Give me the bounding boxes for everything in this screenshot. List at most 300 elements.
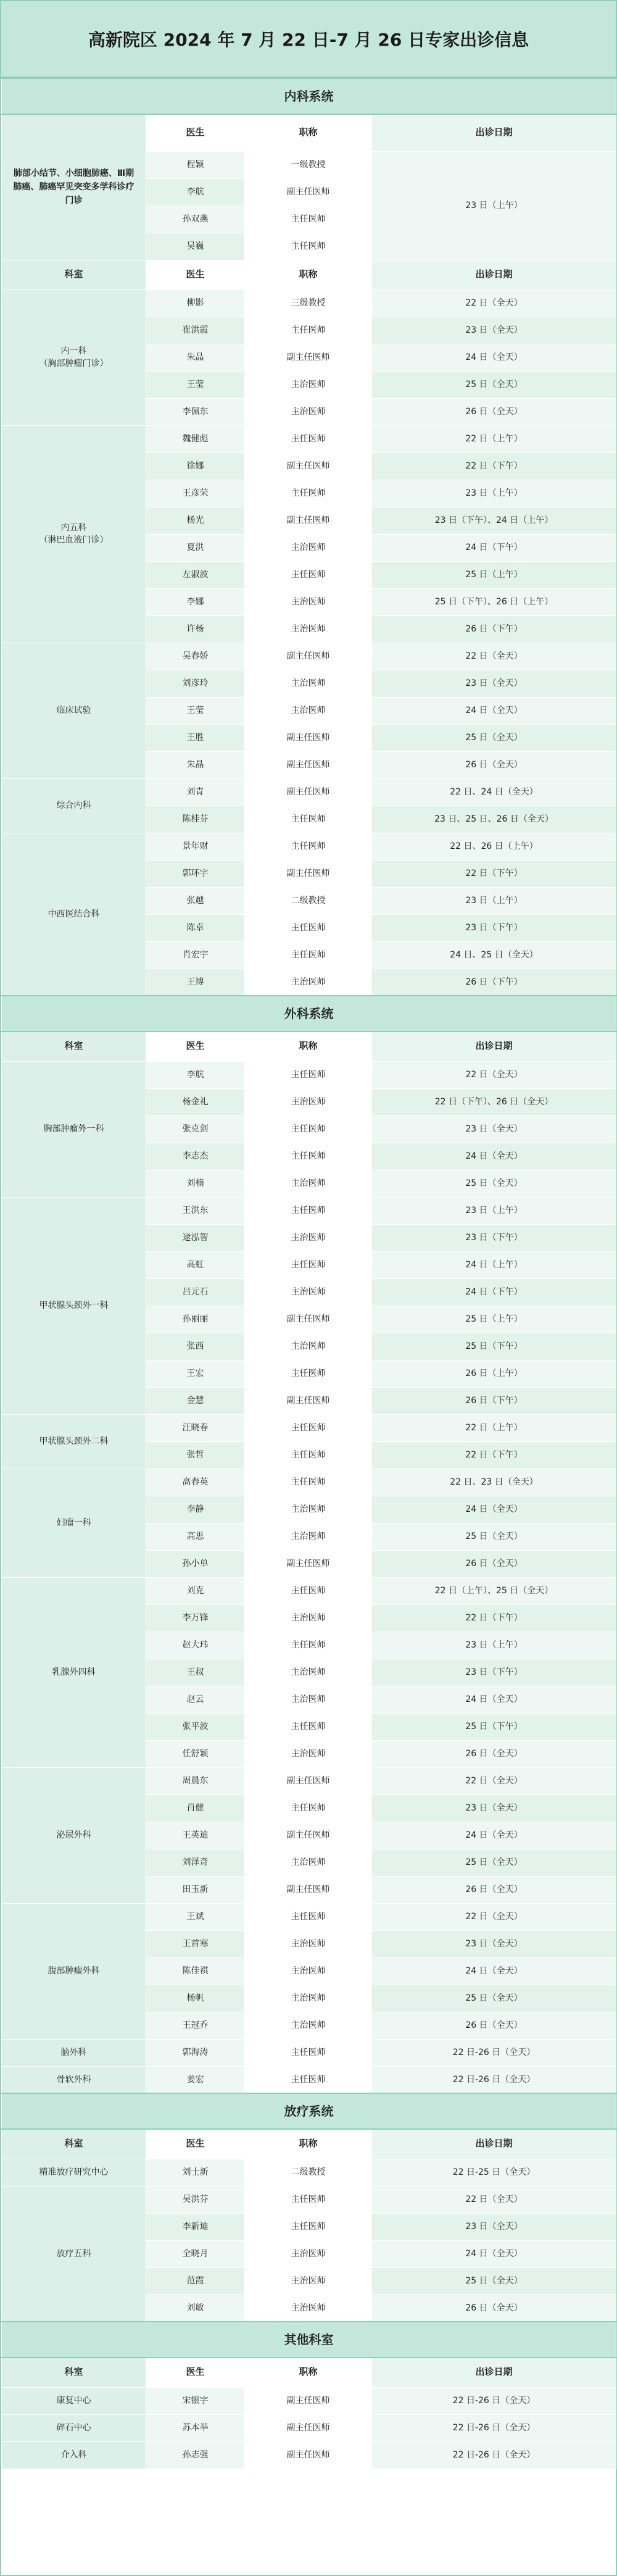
doctor-title: 主任医师 — [245, 833, 372, 860]
doctor-name: 赵云 — [146, 1686, 245, 1713]
doctor-title: 主任医师 — [245, 1441, 372, 1469]
schedule-table — [1, 78, 616, 2469]
doctor-name: 李志杰 — [146, 1143, 245, 1170]
department-cell: 临床试验 — [2, 643, 146, 778]
doctor-name: 徐娜 — [146, 452, 245, 480]
doctor-name: 刘青 — [146, 778, 245, 806]
doctor-name: 孙双燕 — [146, 206, 245, 233]
doctor-title: 主任医师 — [245, 941, 372, 969]
doctor-title: 主任医师 — [245, 1713, 372, 1740]
header-title: 职称 — [245, 2129, 372, 2159]
doctor-title: 副主任医师 — [245, 2441, 372, 2469]
department-cell: 综合内科 — [2, 778, 146, 833]
doctor-title: 主任医师 — [245, 2186, 372, 2213]
header-date: 出诊日期 — [372, 2129, 616, 2159]
doctor-name: 苏本举 — [146, 2414, 245, 2441]
clinic-date: 22 日（全天） — [372, 2186, 616, 2213]
clinic-date: 22 日（下午） — [372, 452, 616, 480]
doctor-name: 王莹 — [146, 371, 245, 398]
doctor-name: 王冠乔 — [146, 2012, 245, 2039]
header-date: 出诊日期 — [372, 1032, 616, 1061]
doctor-title: 副主任医师 — [245, 1387, 372, 1414]
doctor-title: 主任医师 — [245, 1251, 372, 1278]
doctor-title: 主任医师 — [245, 1794, 372, 1822]
section-title-row — [2, 2322, 616, 2357]
doctor-name: 李航 — [146, 1061, 245, 1088]
doctor-name: 高思 — [146, 1523, 245, 1550]
table-header-row — [2, 1032, 616, 1061]
doctor-title: 主任医师 — [245, 1632, 372, 1659]
doctor-title: 主任医师 — [245, 1115, 372, 1143]
doctor-title: 主治医师 — [245, 697, 372, 724]
clinic-date: 24 日（全天） — [372, 1957, 616, 1985]
header-dept: 科室 — [2, 2129, 146, 2159]
doctor-name: 孙志强 — [146, 2441, 245, 2469]
clinic-date: 26 日（全天） — [372, 2012, 616, 2039]
department-cell: 甲状腺头颈外二科 — [2, 1414, 146, 1469]
clinic-date: 25 日（全天） — [372, 1849, 616, 1876]
doctor-name: 高虹 — [146, 1251, 245, 1278]
doctor-title: 主治医师 — [245, 2240, 372, 2267]
clinic-date: 25 日（全天） — [372, 1170, 616, 1197]
section-title-row — [2, 2093, 616, 2129]
clinic-date: 23 日（上午） — [372, 1632, 616, 1659]
section-title-row — [2, 996, 616, 1032]
doctor-title: 三级教授 — [245, 290, 372, 317]
department-cell: 肺部小结节、小细胞肺癌、Ⅲ期肺癌、肺癌罕见突变多学科诊疗门诊 — [2, 114, 146, 260]
doctor-title: 主任医师 — [245, 233, 372, 260]
clinic-date: 22 日（上午） — [372, 425, 616, 452]
doctor-name: 许杨 — [146, 615, 245, 643]
table-row — [2, 2066, 616, 2093]
table-row — [2, 1577, 616, 1604]
doctor-name: 王首寒 — [146, 1930, 245, 1957]
doctor-title: 副主任医师 — [245, 1306, 372, 1333]
clinic-date: 22 日（全天） — [372, 1061, 616, 1088]
doctor-name: 王胜 — [146, 724, 245, 751]
doctor-title: 主任医师 — [245, 480, 372, 507]
doctor-title: 二级教授 — [245, 2159, 372, 2186]
clinic-date: 26 日（全天） — [372, 751, 616, 778]
doctor-name: 杨金礼 — [146, 1088, 245, 1115]
doctor-title: 副主任医师 — [245, 1876, 372, 1903]
doctor-title: 副主任医师 — [245, 2387, 372, 2414]
clinic-date: 26 日（全天） — [372, 2295, 616, 2322]
clinic-date: 25 日（下午） — [372, 1333, 616, 1360]
clinic-date: 22 日-25 日（全天） — [372, 2159, 616, 2186]
section-title: 外科系统 — [2, 996, 616, 1032]
department-cell: 胸部肿瘤外一科 — [2, 1061, 146, 1197]
doctor-name: 周晨东 — [146, 1767, 245, 1794]
doctor-name: 张平波 — [146, 1713, 245, 1740]
doctor-title: 副主任医师 — [245, 724, 372, 751]
doctor-title: 主治医师 — [245, 1224, 372, 1251]
clinic-date: 24 日、25 日（全天） — [372, 941, 616, 969]
doctor-name: 张哲 — [146, 1441, 245, 1469]
section-title-row — [2, 78, 616, 114]
doctor-name: 夏洪 — [146, 534, 245, 561]
clinic-date: 23 日（全天） — [372, 2213, 616, 2240]
section-title: 其他科室 — [2, 2322, 616, 2357]
table-row — [2, 425, 616, 452]
doctor-name: 朱晶 — [146, 344, 245, 371]
doctor-title: 主任医师 — [245, 1577, 372, 1604]
clinic-date: 25 日（全天） — [372, 1523, 616, 1550]
table-header-row — [2, 2357, 616, 2387]
table-row — [2, 2186, 616, 2213]
doctor-name: 李静 — [146, 1496, 245, 1523]
doctor-title: 主治医师 — [245, 2267, 372, 2295]
doctor-name: 田玉新 — [146, 1876, 245, 1903]
header-date: 出诊日期 — [372, 114, 616, 151]
header-doctor: 医生 — [146, 114, 245, 151]
doctor-name: 程颖 — [146, 151, 245, 178]
clinic-date: 26 日（下午） — [372, 969, 616, 996]
header-date: 出诊日期 — [372, 2357, 616, 2387]
doctor-name: 刘克 — [146, 1577, 245, 1604]
department-cell: 乳腺外四科 — [2, 1577, 146, 1767]
doctor-title: 副主任医师 — [245, 344, 372, 371]
clinic-date: 23 日、25 日、26 日（全天） — [372, 806, 616, 833]
table-row — [2, 1197, 616, 1224]
clinic-date: 23 日（全天） — [372, 1930, 616, 1957]
doctor-name: 姜宏 — [146, 2066, 245, 2093]
clinic-date: 22 日（下午） — [372, 1441, 616, 1469]
doctor-title: 主任医师 — [245, 2213, 372, 2240]
clinic-date: 26 日（全天） — [372, 1876, 616, 1903]
clinic-date: 22 日（上午）、25 日（全天） — [372, 1577, 616, 1604]
doctor-title: 主治医师 — [245, 1985, 372, 2012]
clinic-date: 22 日-26 日（全天） — [372, 2441, 616, 2469]
doctor-title: 二级教授 — [245, 887, 372, 914]
clinic-date: 23 日（下午） — [372, 1224, 616, 1251]
doctor-title: 副主任医师 — [245, 2414, 372, 2441]
doctor-title: 副主任医师 — [245, 507, 372, 534]
doctor-name: 吴巍 — [146, 233, 245, 260]
section-title: 放疗系统 — [2, 2093, 616, 2129]
department-cell: 碎石中心 — [2, 2414, 146, 2441]
doctor-name: 李新迪 — [146, 2213, 245, 2240]
doctor-name: 王洪东 — [146, 1197, 245, 1224]
doctor-title: 主任医师 — [245, 914, 372, 941]
table-row — [2, 2039, 616, 2066]
doctor-name: 陈卓 — [146, 914, 245, 941]
doctor-name: 肖健 — [146, 1794, 245, 1822]
doctor-name: 任舒颖 — [146, 1740, 245, 1767]
clinic-date: 26 日（全天） — [372, 1550, 616, 1577]
page-title: 高新院区 2024 年 7 月 22 日-7 月 26 日专家出诊信息 — [1, 1, 616, 78]
doctor-name: 王莹 — [146, 697, 245, 724]
doctor-title: 主任医师 — [245, 206, 372, 233]
clinic-date: 22 日、24 日（全天） — [372, 778, 616, 806]
doctor-name: 宋银宇 — [146, 2387, 245, 2414]
table-row — [2, 1469, 616, 1496]
table-header-row — [2, 114, 616, 151]
doctor-title: 主治医师 — [245, 1930, 372, 1957]
doctor-name: 王斌 — [146, 1903, 245, 1930]
doctor-name: 王英迪 — [146, 1822, 245, 1849]
doctor-name: 吕元石 — [146, 1278, 245, 1306]
clinic-date: 22 日（下午） — [372, 860, 616, 887]
clinic-date: 24 日（全天） — [372, 344, 616, 371]
clinic-date: 26 日（下午） — [372, 615, 616, 643]
doctor-title: 主治医师 — [245, 1740, 372, 1767]
doctor-title: 主治医师 — [245, 1170, 372, 1197]
doctor-title: 主任医师 — [245, 1197, 372, 1224]
clinic-date: 22 日、26 日（上午） — [372, 833, 616, 860]
department-cell: 内五科 （淋巴血液门诊） — [2, 425, 146, 643]
doctor-name: 赵大玮 — [146, 1632, 245, 1659]
clinic-date: 23 日（下午） — [372, 914, 616, 941]
department-cell: 中西医结合科 — [2, 833, 146, 996]
clinic-date: 23 日（上午） — [372, 480, 616, 507]
doctor-name: 吴洪芬 — [146, 2186, 245, 2213]
doctor-title: 一级教授 — [245, 151, 372, 178]
clinic-date: 26 日（全天） — [372, 1740, 616, 1767]
clinic-date: 23 日（下午） — [372, 1659, 616, 1686]
doctor-name: 李航 — [146, 178, 245, 206]
doctor-title: 主任医师 — [245, 1061, 372, 1088]
doctor-name: 刘敏 — [146, 2295, 245, 2322]
department-cell: 内一科 （胸部肿瘤门诊） — [2, 290, 146, 425]
clinic-date: 23 日（全天） — [372, 317, 616, 344]
clinic-date: 24 日（全天） — [372, 1496, 616, 1523]
table-row — [2, 1414, 616, 1441]
doctor-title: 主治医师 — [245, 670, 372, 697]
clinic-date: 25 日（全天） — [372, 1985, 616, 2012]
doctor-title: 副主任医师 — [245, 452, 372, 480]
table-row — [2, 2441, 616, 2469]
doctor-name: 陈桂芬 — [146, 806, 245, 833]
doctor-name: 李娜 — [146, 588, 245, 615]
doctor-name: 范霞 — [146, 2267, 245, 2295]
doctor-name: 吴春娇 — [146, 643, 245, 670]
doctor-title: 主治医师 — [245, 2012, 372, 2039]
doctor-name: 刘楠 — [146, 1170, 245, 1197]
doctor-name: 郭海涛 — [146, 2039, 245, 2066]
clinic-date: 25 日（下午）、26 日（上午） — [372, 588, 616, 615]
doctor-name: 杨帆 — [146, 1985, 245, 2012]
department-cell: 脑外科 — [2, 2039, 146, 2066]
doctor-title: 主治医师 — [245, 1686, 372, 1713]
doctor-title: 副主任医师 — [245, 1822, 372, 1849]
doctor-title: 主任医师 — [245, 2039, 372, 2066]
clinic-date: 25 日（全天） — [372, 2267, 616, 2295]
doctor-title: 主治医师 — [245, 534, 372, 561]
doctor-name: 景年财 — [146, 833, 245, 860]
doctor-name: 朱晶 — [146, 751, 245, 778]
doctor-name: 张西 — [146, 1333, 245, 1360]
doctor-name: 高春英 — [146, 1469, 245, 1496]
table-row — [2, 643, 616, 670]
doctor-title: 主治医师 — [245, 1333, 372, 1360]
clinic-date: 23 日（全天） — [372, 670, 616, 697]
doctor-name: 王彦荣 — [146, 480, 245, 507]
doctor-title: 主治医师 — [245, 371, 372, 398]
header-dept: 科室 — [2, 260, 146, 290]
clinic-date: 24 日（全天） — [372, 1143, 616, 1170]
department-cell: 甲状腺头颈外一科 — [2, 1197, 146, 1414]
clinic-date: 24 日（下午） — [372, 534, 616, 561]
doctor-name: 王叔 — [146, 1659, 245, 1686]
clinic-date: 22 日（全天） — [372, 643, 616, 670]
clinic-date: 22 日、23 日（全天） — [372, 1469, 616, 1496]
clinic-date: 26 日（全天） — [372, 398, 616, 425]
clinic-date: 23 日（上午） — [372, 1197, 616, 1224]
doctor-title: 主治医师 — [245, 2295, 372, 2322]
doctor-name: 李万锋 — [146, 1604, 245, 1632]
clinic-date: 22 日-26 日（全天） — [372, 2387, 616, 2414]
table-row — [2, 833, 616, 860]
doctor-name: 杨光 — [146, 507, 245, 534]
header-doctor: 医生 — [146, 1032, 245, 1061]
doctor-title: 主任医师 — [245, 1469, 372, 1496]
clinic-date: 22 日（全天） — [372, 1903, 616, 1930]
doctor-name: 刘士新 — [146, 2159, 245, 2186]
table-row — [2, 2159, 616, 2186]
clinic-date: 22 日（下午） — [372, 1604, 616, 1632]
doctor-name: 孙丽丽 — [146, 1306, 245, 1333]
doctor-title: 主治医师 — [245, 1659, 372, 1686]
clinic-date: 25 日（上午） — [372, 561, 616, 588]
clinic-date: 22 日-26 日（全天） — [372, 2066, 616, 2093]
doctor-title: 主治医师 — [245, 1278, 372, 1306]
doctor-title: 主任医师 — [245, 561, 372, 588]
doctor-title: 副主任医师 — [245, 778, 372, 806]
header-doctor: 医生 — [146, 260, 245, 290]
doctor-name: 柳影 — [146, 290, 245, 317]
table-row — [2, 1767, 616, 1794]
header-dept: 科室 — [2, 2357, 146, 2387]
clinic-date: 24 日（下午） — [372, 1278, 616, 1306]
clinic-date: 23 日（上午） — [372, 887, 616, 914]
clinic-date: 24 日（上午） — [372, 1251, 616, 1278]
doctor-title: 主治医师 — [245, 1957, 372, 1985]
doctor-title: 副主任医师 — [245, 643, 372, 670]
department-cell: 放疗五科 — [2, 2186, 146, 2322]
department-cell: 骨软外科 — [2, 2066, 146, 2093]
doctor-title: 主任医师 — [245, 2066, 372, 2093]
header-doctor: 医生 — [146, 2129, 245, 2159]
header-title: 职称 — [245, 1032, 372, 1061]
doctor-title: 副主任医师 — [245, 860, 372, 887]
header-dept: 科室 — [2, 1032, 146, 1061]
doctor-name: 孙小单 — [146, 1550, 245, 1577]
clinic-date: 23 日（上午） — [372, 151, 616, 260]
doctor-title: 主治医师 — [245, 1523, 372, 1550]
doctor-title: 主治医师 — [245, 1849, 372, 1876]
doctor-title: 主任医师 — [245, 317, 372, 344]
table-row — [2, 778, 616, 806]
doctor-name: 王宏 — [146, 1360, 245, 1387]
doctor-title: 主治医师 — [245, 398, 372, 425]
clinic-date: 22 日（全天） — [372, 1767, 616, 1794]
table-row — [2, 1061, 616, 1088]
doctor-title: 副主任医师 — [245, 751, 372, 778]
doctor-title: 主治医师 — [245, 588, 372, 615]
doctor-title: 主任医师 — [245, 1143, 372, 1170]
clinic-date: 24 日（全天） — [372, 697, 616, 724]
doctor-title: 主治医师 — [245, 615, 372, 643]
clinic-date: 24 日（全天） — [372, 1822, 616, 1849]
table-row — [2, 2414, 616, 2441]
doctor-name: 刘彦玲 — [146, 670, 245, 697]
doctor-title: 主治医师 — [245, 969, 372, 996]
clinic-date: 25 日（全天） — [372, 724, 616, 751]
clinic-date: 25 日（上午） — [372, 1306, 616, 1333]
doctor-title: 副主任医师 — [245, 178, 372, 206]
header-title: 职称 — [245, 2357, 372, 2387]
doctor-name: 郭环宇 — [146, 860, 245, 887]
doctor-title: 主任医师 — [245, 425, 372, 452]
doctor-name: 逯泓智 — [146, 1224, 245, 1251]
doctor-name: 刘泽奇 — [146, 1849, 245, 1876]
header-date: 出诊日期 — [372, 260, 616, 290]
doctor-name: 左淑波 — [146, 561, 245, 588]
doctor-name: 魏健彪 — [146, 425, 245, 452]
table-header-row — [2, 260, 616, 290]
doctor-name: 陈佳祺 — [146, 1957, 245, 1985]
doctor-name: 肖宏宇 — [146, 941, 245, 969]
clinic-date: 23 日（全天） — [372, 1115, 616, 1143]
doctor-name: 王博 — [146, 969, 245, 996]
doctor-name: 张克剑 — [146, 1115, 245, 1143]
doctor-name: 李佩东 — [146, 398, 245, 425]
clinic-date: 23 日（全天） — [372, 1794, 616, 1822]
clinic-date: 25 日（下午） — [372, 1713, 616, 1740]
doctor-title: 主任医师 — [245, 1903, 372, 1930]
department-cell: 泌尿外科 — [2, 1767, 146, 1903]
doctor-title: 副主任医师 — [245, 1767, 372, 1794]
header-doctor: 医生 — [146, 2357, 245, 2387]
department-cell: 康复中心 — [2, 2387, 146, 2414]
doctor-title: 主任医师 — [245, 1414, 372, 1441]
section-title: 内科系统 — [2, 78, 616, 114]
table-row — [2, 2387, 616, 2414]
doctor-name: 张越 — [146, 887, 245, 914]
clinic-date: 26 日（上午） — [372, 1360, 616, 1387]
department-cell: 腹部肿瘤外科 — [2, 1903, 146, 2039]
doctor-name: 崔洪霞 — [146, 317, 245, 344]
table-row — [2, 1903, 616, 1930]
clinic-date: 23 日（下午）、24 日（上午） — [372, 507, 616, 534]
clinic-date: 24 日（全天） — [372, 1686, 616, 1713]
header-title: 职称 — [245, 114, 372, 151]
doctor-title: 主任医师 — [245, 1360, 372, 1387]
table-header-row — [2, 2129, 616, 2159]
doctor-title: 主任医师 — [245, 806, 372, 833]
header-title: 职称 — [245, 260, 372, 290]
clinic-date: 25 日（全天） — [372, 371, 616, 398]
table-row — [2, 290, 616, 317]
clinic-date: 22 日-26 日（全天） — [372, 2414, 616, 2441]
clinic-date: 22 日（上午） — [372, 1414, 616, 1441]
department-cell: 介入科 — [2, 2441, 146, 2469]
department-cell: 精准放疗研究中心 — [2, 2159, 146, 2186]
clinic-date: 26 日（下午） — [372, 1387, 616, 1414]
doctor-name: 汪晓春 — [146, 1414, 245, 1441]
clinic-date: 22 日（下午）、26 日（全天） — [372, 1088, 616, 1115]
doctor-title: 主治医师 — [245, 1496, 372, 1523]
doctor-title: 副主任医师 — [245, 1550, 372, 1577]
clinic-date: 24 日（全天） — [372, 2240, 616, 2267]
doctor-title: 主治医师 — [245, 1604, 372, 1632]
department-cell: 妇瘤一科 — [2, 1469, 146, 1577]
clinic-date: 22 日（全天） — [372, 290, 616, 317]
doctor-title: 主治医师 — [245, 1088, 372, 1115]
doctor-name: 全晓月 — [146, 2240, 245, 2267]
doctor-name: 金慧 — [146, 1387, 245, 1414]
